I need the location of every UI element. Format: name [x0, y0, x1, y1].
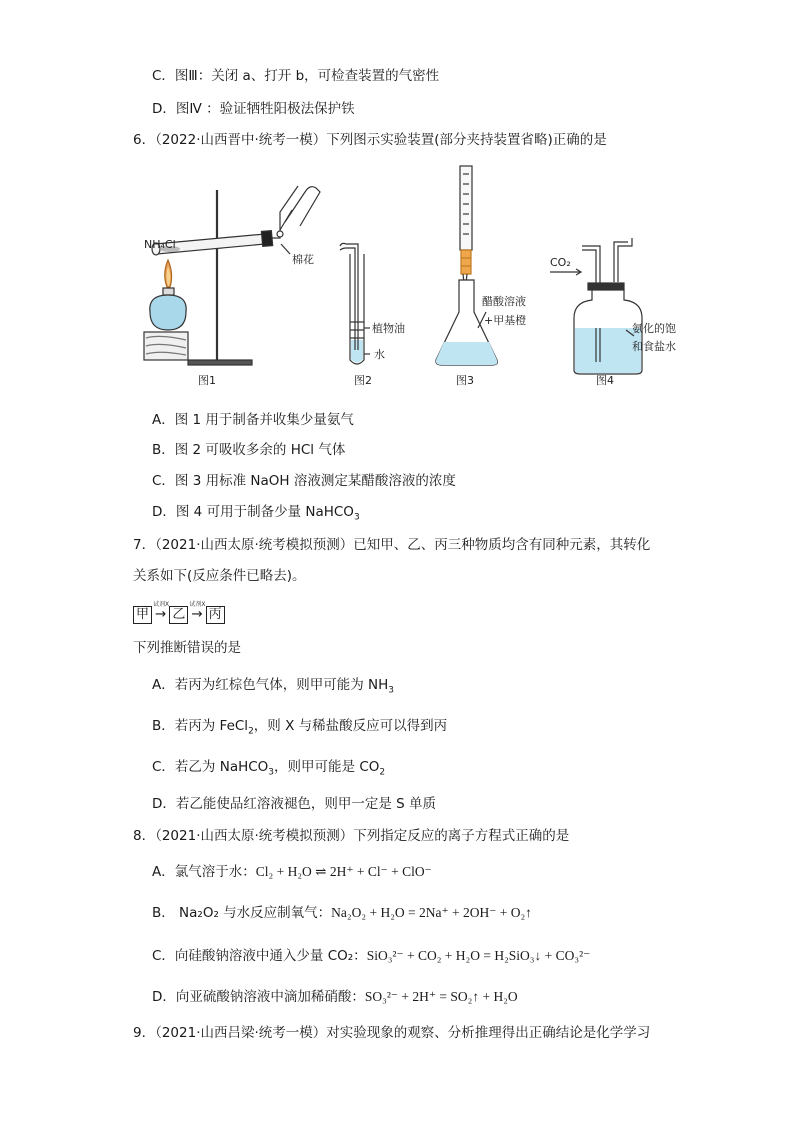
q7-option-b-text-2: ，则 X 与稀盐酸反应可以得到丙 — [253, 718, 448, 734]
q6-option-d-subscript: 3 — [353, 512, 360, 523]
fig1-caption: 图1 — [198, 374, 216, 387]
q8-option-a-label: A．氯气溶于水： — [152, 864, 256, 880]
q6-option-d-text: D．图 4 可用于制备少量 NaHCO — [152, 504, 354, 520]
q5-option-d: D．图Ⅳ ：验证牺牲阳极法保护铁 — [152, 101, 355, 117]
q6-option-a: A．图 1 用于制备并收集少量氨气 — [152, 412, 354, 428]
fig2-water-label: 水 — [374, 348, 385, 361]
q7-stem-line-1: 7．（2021·山西太原·统考模拟预测）已知甲、乙、丙三种物质均含有同种元素，其转化 — [133, 537, 651, 553]
q8-option-d-label: D．向亚硫酸钠溶液中滴加稀硝酸： — [152, 989, 365, 1005]
q6-option-c: C．图 3 用标准 NaOH 溶液测定某醋酸溶液的浓度 — [152, 473, 456, 489]
q6-option-b: B．图 2 可吸收多余的 HCl 气体 — [152, 442, 346, 458]
fig1-cotton-label: 棉花 — [292, 253, 314, 266]
fig4-brine-label-1: 氨化的饱 — [632, 322, 676, 335]
q8-option-b — [152, 903, 532, 923]
fig1-nh4cl-label: NH₄Cl — [144, 238, 176, 251]
fig3-acetic-acid-label: 醋酸溶液 — [482, 295, 526, 308]
q7-option-b-text: B．若丙为 FeCl — [152, 718, 249, 734]
q7-option-b-subscript: 2 — [248, 726, 254, 737]
q8-option-d — [152, 987, 518, 1007]
chain-arrow-1 — [153, 601, 170, 624]
q7-option-c-subscript-2: 2 — [379, 767, 386, 778]
q7-option-a-text: A．若丙为红棕色气体，则甲可能为 NH — [152, 677, 389, 693]
q7-option-a — [152, 675, 394, 695]
q8-option-a-equation: Cl₂ + H₂O ⇌ 2H⁺ + Cl⁻ + ClO⁻ — [255, 864, 432, 879]
fig3-apparatus — [436, 166, 498, 365]
q9-stem: 9．（2021·山西吕梁·统考一模）对实验现象的观察、分析推理得出正确结论是化学学习 — [133, 1025, 651, 1041]
q6-apparatus-figure — [130, 162, 676, 392]
chain-cond-1: 试剂X — [153, 601, 170, 608]
q7-option-c — [152, 757, 385, 777]
fig3-caption: 图3 — [456, 374, 474, 387]
q8-option-b-equation: Na₂O₂ + H₂O = 2Na⁺ + 2OH⁻ + O₂↑ — [331, 905, 532, 920]
q8-stem: 8．（2021·山西太原·统考模拟预测）下列指定反应的离子方程式正确的是 — [133, 828, 570, 844]
q6-stem: 6．（2022·山西晋中·统考一模）下列图示实验装置(部分夹持装置省略)正确的是 — [133, 132, 607, 148]
chain-arrow-2-glyph: → — [191, 606, 203, 622]
q7-option-d: D．若乙能使品红溶液褪色，则甲一定是 S 单质 — [152, 796, 437, 812]
fig2-caption: 图2 — [354, 374, 372, 387]
chain-jia: 甲 — [133, 606, 152, 624]
chain-bing: 丙 — [206, 606, 225, 624]
chain-cond-2: 试剂X — [189, 601, 206, 608]
q7-prompt: 下列推断错误的是 — [133, 640, 241, 656]
q6-option-d — [152, 502, 360, 522]
q7-option-b — [152, 716, 447, 736]
fig4-caption: 图4 — [596, 374, 614, 387]
q8-option-c — [152, 946, 590, 966]
q8-option-c-label: C．向硅酸钠溶液中通入少量 CO₂： — [152, 948, 367, 964]
fig2-apparatus — [340, 243, 370, 364]
fig1-apparatus — [144, 186, 320, 365]
q8-option-d-equation: SO₃²⁻ + 2H⁺ = SO₂↑ + H₂O — [364, 989, 518, 1004]
fig2-vegetable-oil-label: 植物油 — [372, 322, 405, 335]
chain-yi: 乙 — [169, 606, 188, 624]
q7-stem-line-2: 关系如下(反应条件已略去)。 — [133, 568, 306, 584]
q7-option-c-subscript: 3 — [268, 767, 275, 778]
q8-option-b-label: B． Na₂O₂ 与水反应制氧气： — [152, 905, 332, 921]
chain-arrow-1-glyph: → — [155, 606, 167, 622]
q7-option-c-text: C．若乙为 NaHCO — [152, 759, 269, 775]
q5-option-c: C．图Ⅲ：关闭 a、打开 b，可检查装置的气密性 — [152, 68, 440, 84]
q8-option-c-equation: SiO₃²⁻ + CO₂ + H₂O = H₂SiO₃↓ + CO₃²⁻ — [366, 948, 591, 963]
q7-conversion-chain — [133, 601, 225, 624]
q7-option-c-text-2: ，则甲可能是 CO — [274, 759, 380, 775]
chain-arrow-2 — [189, 601, 206, 624]
fig4-brine-label-2: 和食盐水 — [632, 340, 676, 353]
q8-option-a — [152, 862, 432, 882]
fig3-methyl-orange-label: +甲基橙 — [484, 314, 527, 327]
fig4-co2-label: CO₂ — [550, 256, 571, 269]
q7-option-a-subscript: 3 — [388, 685, 395, 696]
